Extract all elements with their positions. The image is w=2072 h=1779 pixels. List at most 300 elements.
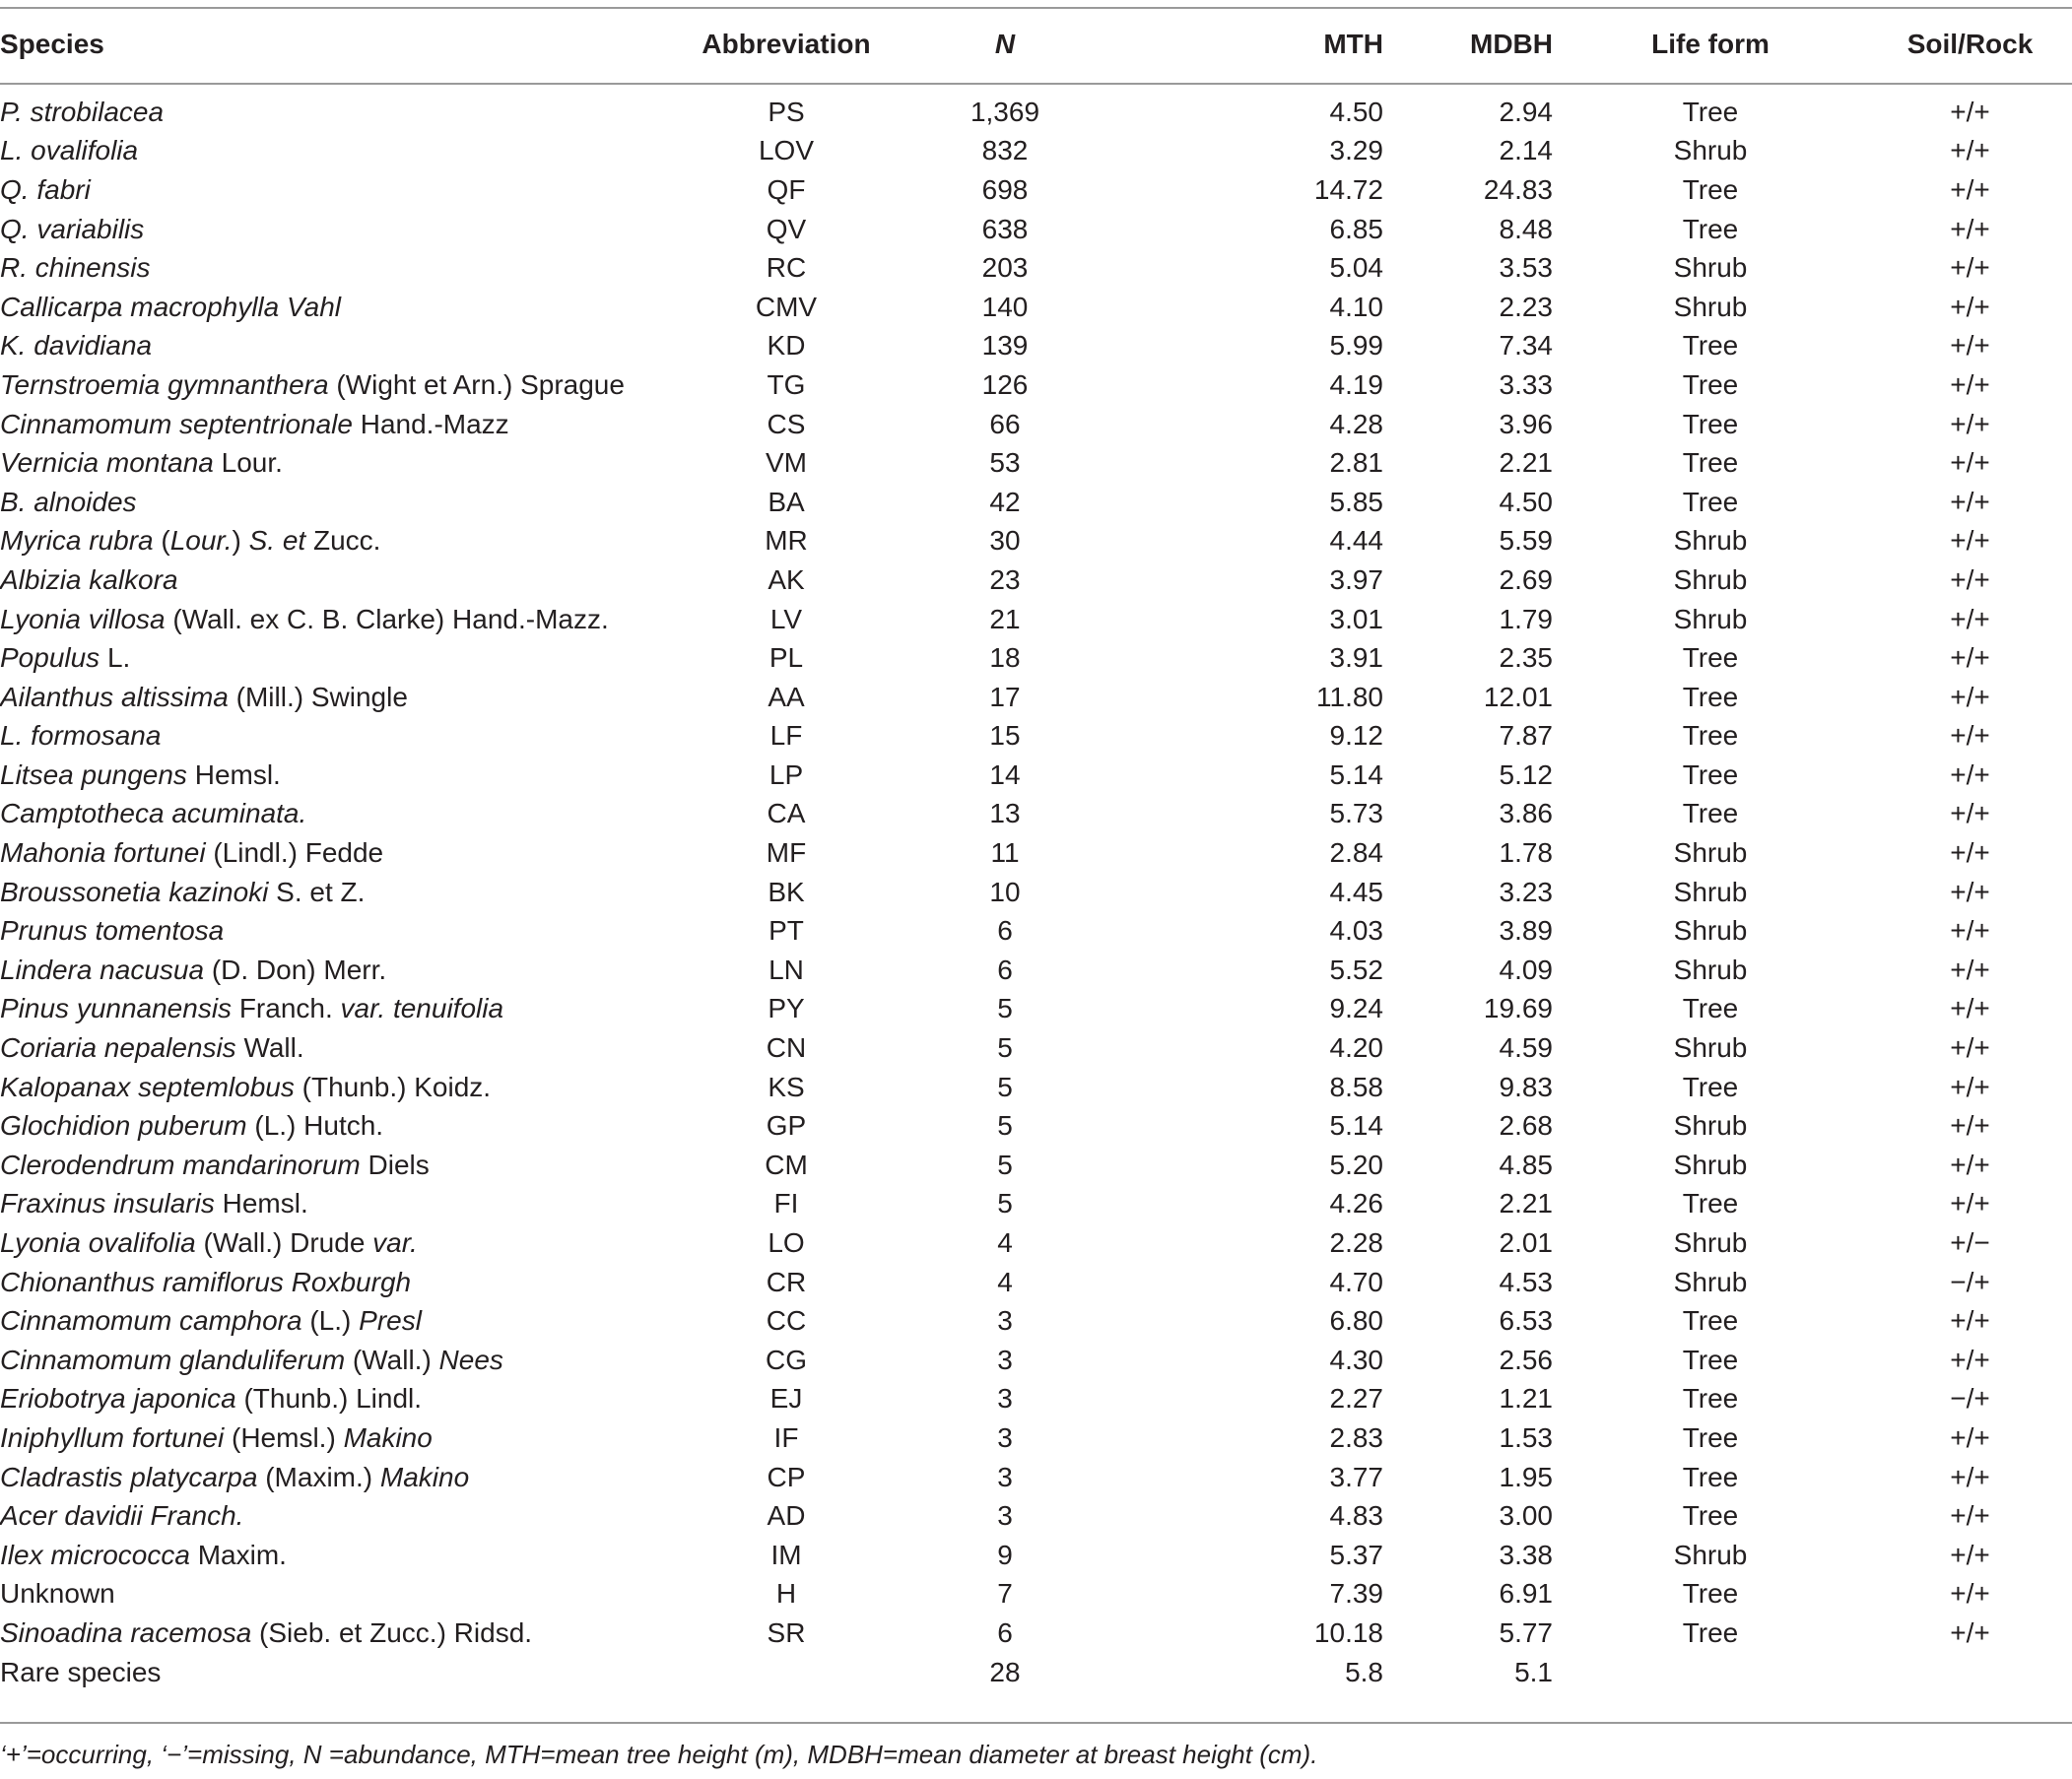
cell-soil-rock: +/+ — [1950, 135, 1990, 166]
cell-abbreviation: CP — [767, 1461, 806, 1492]
cell-abbreviation: AK — [768, 563, 805, 595]
species-name-part: (L.) Hutch. — [246, 1110, 384, 1142]
species-name-part: Albizia kalkora — [0, 563, 178, 595]
cell-mth: 4.45 — [1329, 876, 1383, 907]
cell-species — [0, 600, 631, 639]
cell-mth: 2.81 — [1329, 447, 1383, 479]
cell-n: 5 — [997, 1149, 1013, 1180]
cell-abbreviation: QV — [766, 213, 807, 244]
species-name-part: Ilex micrococca — [0, 1539, 190, 1570]
cell-species — [0, 1380, 631, 1419]
cell-life-form: Shrub — [1673, 525, 1748, 557]
cell-mdbh: 3.96 — [1499, 408, 1553, 439]
cell-life-form: Shrub — [1673, 1149, 1748, 1180]
species-name-part: Q. variabilis — [0, 213, 145, 244]
cell-species — [0, 288, 631, 327]
species-name-part: ( — [153, 525, 170, 557]
species-name-part: Eriobotrya japonica — [0, 1383, 236, 1415]
cell-species — [0, 951, 631, 990]
cell-mdbh: 1.95 — [1499, 1461, 1553, 1492]
cell-life-form: Tree — [1682, 486, 1739, 517]
cell-abbreviation: LN — [769, 954, 804, 985]
cell-species — [0, 327, 631, 366]
cell-life-form: Tree — [1682, 173, 1739, 205]
species-table — [0, 18, 2072, 1691]
table-body — [0, 93, 2072, 1691]
table-row — [0, 1028, 2072, 1068]
table-row — [0, 248, 2072, 288]
cell-n: 4 — [997, 1227, 1013, 1259]
species-name-part: Fraxinus insularis — [0, 1188, 215, 1219]
species-name-part: (Wall.) — [345, 1344, 439, 1375]
cell-n: 66 — [989, 408, 1021, 439]
table-row — [0, 327, 2072, 366]
cell-species — [0, 638, 631, 678]
cell-life-form: Tree — [1682, 1578, 1739, 1610]
cell-abbreviation: AD — [767, 1500, 806, 1532]
table-row — [0, 951, 2072, 990]
cell-soil-rock: +/+ — [1950, 96, 1990, 127]
table-row — [0, 443, 2072, 483]
species-name-part: (D. Don) Merr. — [204, 954, 387, 985]
cell-n: 3 — [997, 1461, 1013, 1492]
cell-abbreviation: CS — [767, 408, 806, 439]
species-name-part: Populus — [0, 642, 100, 674]
cell-mth: 2.27 — [1329, 1383, 1383, 1415]
cell-species — [0, 1341, 631, 1380]
species-name-part: Sinoadina racemosa — [0, 1616, 252, 1648]
cell-species — [0, 483, 631, 522]
cell-life-form: Tree — [1682, 96, 1739, 127]
cell-mth: 10.18 — [1313, 1616, 1383, 1648]
cell-species — [0, 1496, 631, 1536]
cell-soil-rock: +/+ — [1950, 720, 1990, 752]
cell-mth: 4.50 — [1329, 96, 1383, 127]
cell-soil-rock: +/+ — [1950, 876, 1990, 907]
cell-n: 17 — [989, 681, 1021, 712]
cell-abbreviation: FI — [773, 1188, 799, 1219]
cell-life-form: Tree — [1682, 1344, 1739, 1375]
species-name-part: Acer davidii Franch. — [0, 1500, 244, 1532]
species-name-part: Presl — [359, 1305, 422, 1337]
cell-mth: 4.70 — [1329, 1266, 1383, 1297]
cell-soil-rock: +/+ — [1950, 642, 1990, 674]
species-name-part: Hemsl. — [214, 1188, 308, 1219]
cell-mth: 5.73 — [1329, 798, 1383, 829]
table-row — [0, 1068, 2072, 1107]
cell-mdbh: 4.85 — [1499, 1149, 1553, 1180]
cell-mdbh: 4.59 — [1499, 1032, 1553, 1064]
cell-soil-rock: +/+ — [1950, 915, 1990, 947]
cell-n: 53 — [989, 447, 1021, 479]
species-name-part: (L.) — [301, 1305, 360, 1337]
cell-mdbh: 3.00 — [1499, 1500, 1553, 1532]
cell-abbreviation: EJ — [769, 1383, 803, 1415]
cell-soil-rock — [1868, 1653, 2072, 1692]
species-name-part: Wall. — [235, 1032, 304, 1064]
cell-life-form: Tree — [1682, 642, 1739, 674]
species-name-part: L. — [100, 642, 131, 674]
cell-abbreviation: IF — [773, 1421, 799, 1453]
cell-mdbh: 7.34 — [1499, 330, 1553, 362]
cell-life-form: Shrub — [1673, 135, 1748, 166]
species-name-part: Hemsl. — [186, 758, 281, 790]
table-row — [0, 1185, 2072, 1224]
cell-mdbh: 1.53 — [1499, 1421, 1553, 1453]
cell-abbreviation: BK — [768, 876, 805, 907]
cell-mdbh: 3.33 — [1499, 368, 1553, 400]
cell-soil-rock: +/+ — [1950, 1110, 1990, 1142]
cell-species — [0, 1458, 631, 1497]
cell-species — [0, 1536, 631, 1575]
cell-n: 5 — [997, 1071, 1013, 1102]
cell-mdbh: 3.53 — [1499, 252, 1553, 284]
table-row — [0, 1301, 2072, 1341]
cell-soil-rock: +/+ — [1950, 1461, 1990, 1492]
species-name-part: Ailanthus altissima — [0, 681, 229, 712]
table-row — [0, 93, 2072, 132]
cell-n: 21 — [989, 603, 1021, 634]
cell-mth: 5.85 — [1329, 486, 1383, 517]
cell-abbreviation: LO — [768, 1227, 805, 1259]
cell-mdbh: 5.12 — [1499, 758, 1553, 790]
cell-species — [0, 443, 631, 483]
table-row — [0, 873, 2072, 912]
cell-species — [0, 756, 631, 795]
cell-mth: 9.24 — [1329, 993, 1383, 1024]
species-name-part: Lindera nacusua — [0, 954, 205, 985]
cell-soil-rock: +/+ — [1950, 1071, 1990, 1102]
cell-abbreviation: GP — [766, 1110, 807, 1142]
cell-life-form: Shrub — [1673, 837, 1748, 869]
cell-mdbh: 24.83 — [1483, 173, 1553, 205]
species-name-part: (Maxim.) — [257, 1461, 380, 1492]
header-mdbh: MDBH — [1470, 29, 1553, 59]
table-row — [0, 678, 2072, 717]
species-name-part: Lyonia villosa — [0, 603, 166, 634]
cell-mdbh: 5.1 — [1514, 1656, 1553, 1687]
species-name-part: var. — [372, 1227, 418, 1259]
cell-mdbh: 1.78 — [1499, 837, 1553, 869]
cell-n: 9 — [997, 1539, 1013, 1570]
cell-mdbh: 1.21 — [1499, 1383, 1553, 1415]
cell-mth: 6.80 — [1329, 1305, 1383, 1337]
cell-soil-rock: +/+ — [1950, 798, 1990, 829]
species-name-part: S. et Z. — [268, 876, 366, 907]
cell-soil-rock: +/+ — [1950, 447, 1990, 479]
cell-life-form: Shrub — [1673, 252, 1748, 284]
cell-soil-rock: +/+ — [1950, 368, 1990, 400]
cell-species — [0, 678, 631, 717]
cell-abbreviation: SR — [767, 1616, 806, 1648]
cell-soil-rock: +/+ — [1950, 213, 1990, 244]
cell-life-form: Shrub — [1673, 1227, 1748, 1259]
cell-mth: 2.28 — [1329, 1227, 1383, 1259]
cell-mdbh: 2.14 — [1499, 135, 1553, 166]
table-row — [0, 1223, 2072, 1263]
cell-species — [0, 795, 631, 834]
cell-abbreviation: CC — [766, 1305, 807, 1337]
cell-mth: 8.58 — [1329, 1071, 1383, 1102]
species-name-part: (Mill.) Swingle — [228, 681, 408, 712]
cell-life-form: Tree — [1682, 1616, 1739, 1648]
header-mth: MTH — [1323, 29, 1383, 59]
species-name-part: (Wall.) Drude — [195, 1227, 373, 1259]
cell-n: 1,369 — [969, 96, 1040, 127]
cell-species — [0, 1028, 631, 1068]
species-name-part: Rare species — [0, 1656, 162, 1687]
cell-n: 832 — [981, 135, 1029, 166]
cell-mdbh: 2.69 — [1499, 563, 1553, 595]
cell-life-form: Tree — [1682, 330, 1739, 362]
cell-mdbh: 4.09 — [1499, 954, 1553, 985]
cell-mth: 4.19 — [1329, 368, 1383, 400]
cell-abbreviation: RC — [766, 252, 807, 284]
cell-n: 10 — [989, 876, 1021, 907]
cell-n: 5 — [997, 1188, 1013, 1219]
cell-species — [0, 132, 631, 171]
species-name-part: Clerodendrum mandarinorum — [0, 1149, 361, 1180]
cell-mdbh: 2.21 — [1499, 447, 1553, 479]
cell-mdbh: 4.53 — [1499, 1266, 1553, 1297]
header-abbreviation: Abbreviation — [702, 29, 871, 59]
table-row — [0, 638, 2072, 678]
cell-mth: 3.91 — [1329, 642, 1383, 674]
cell-species — [0, 1263, 631, 1302]
cell-n: 30 — [989, 525, 1021, 557]
cell-abbreviation: LF — [769, 720, 803, 752]
table-row — [0, 1458, 2072, 1497]
cell-abbreviation: MF — [766, 837, 807, 869]
cell-n: 3 — [997, 1500, 1013, 1532]
cell-abbreviation: BA — [768, 486, 805, 517]
species-name-part: Lour. — [213, 447, 283, 479]
cell-life-form: Shrub — [1673, 1266, 1748, 1297]
species-name-part: Iniphyllum fortunei — [0, 1421, 225, 1453]
species-name-part: Prunus tomentosa — [0, 915, 225, 947]
cell-soil-rock: +/+ — [1950, 1421, 1990, 1453]
cell-abbreviation: LOV — [758, 135, 815, 166]
cell-mth: 3.01 — [1329, 603, 1383, 634]
cell-soil-rock: +/+ — [1950, 1305, 1990, 1337]
species-name-part: P. strobilacea — [0, 96, 165, 127]
table-row — [0, 795, 2072, 834]
cell-life-form: Tree — [1682, 1188, 1739, 1219]
cell-n: 5 — [997, 1110, 1013, 1142]
cell-n: 139 — [981, 330, 1029, 362]
cell-soil-rock: +/+ — [1950, 1188, 1990, 1219]
cell-life-form: Shrub — [1673, 291, 1748, 322]
species-name-part: Litsea pungens — [0, 758, 187, 790]
cell-soil-rock: +/+ — [1950, 1344, 1990, 1375]
species-name-part: Kalopanax septemlobus — [0, 1071, 295, 1102]
cell-mdbh: 9.83 — [1499, 1071, 1553, 1102]
cell-species — [0, 405, 631, 444]
table-header — [0, 18, 2072, 93]
table-row — [0, 756, 2072, 795]
cell-mdbh: 5.59 — [1499, 525, 1553, 557]
cell-abbreviation: IM — [770, 1539, 802, 1570]
cell-mth: 4.10 — [1329, 291, 1383, 322]
table-row — [0, 717, 2072, 757]
cell-abbreviation: PS — [768, 96, 805, 127]
cell-life-form: Tree — [1682, 447, 1739, 479]
species-name-part: Camptotheca acuminata. — [0, 798, 307, 829]
species-name-part: Q. fabri — [0, 173, 91, 205]
species-name-part: Mahonia fortunei — [0, 837, 206, 869]
cell-mth: 5.14 — [1329, 1110, 1383, 1142]
cell-species — [0, 1575, 631, 1614]
cell-mth: 4.20 — [1329, 1032, 1383, 1064]
cell-life-form: Shrub — [1673, 915, 1748, 947]
cell-mdbh: 3.89 — [1499, 915, 1553, 947]
cell-mth: 4.30 — [1329, 1344, 1383, 1375]
cell-abbreviation: PT — [769, 915, 804, 947]
cell-life-form: Tree — [1682, 758, 1739, 790]
table-row — [0, 365, 2072, 405]
cell-species — [0, 990, 631, 1029]
table-row — [0, 1653, 2072, 1692]
species-name-part: Callicarpa macrophylla Vahl — [0, 291, 342, 322]
species-name-part: L. ovalifolia — [0, 135, 139, 166]
cell-life-form: Tree — [1682, 798, 1739, 829]
table-row — [0, 1575, 2072, 1614]
cell-life-form: Tree — [1682, 408, 1739, 439]
cell-life-form: Tree — [1682, 368, 1739, 400]
species-name-part: var. tenuifolia — [340, 993, 504, 1024]
species-name-part: (Hemsl.) — [224, 1421, 344, 1453]
table-row — [0, 833, 2072, 873]
cell-abbreviation: VM — [766, 447, 807, 479]
bottom-rule — [0, 1722, 2072, 1724]
cell-mdbh: 6.53 — [1499, 1305, 1553, 1337]
cell-soil-rock: +/+ — [1950, 330, 1990, 362]
table-row — [0, 170, 2072, 210]
cell-species — [0, 365, 631, 405]
cell-n: 3 — [997, 1383, 1013, 1415]
cell-mth: 5.8 — [1345, 1656, 1383, 1687]
table-row — [0, 560, 2072, 600]
species-name-part: Cinnamomum camphora — [0, 1305, 302, 1337]
cell-abbreviation: CG — [766, 1344, 807, 1375]
table-row — [0, 1263, 2072, 1302]
cell-soil-rock: +/+ — [1950, 486, 1990, 517]
table-row — [0, 288, 2072, 327]
cell-abbreviation: LV — [769, 603, 803, 634]
cell-n: 13 — [989, 798, 1021, 829]
cell-mth: 5.20 — [1329, 1149, 1383, 1180]
cell-n: 3 — [997, 1421, 1013, 1453]
cell-soil-rock: +/+ — [1950, 603, 1990, 634]
cell-n: 5 — [997, 1032, 1013, 1064]
cell-soil-rock: −/+ — [1950, 1383, 1990, 1415]
cell-mth: 4.28 — [1329, 408, 1383, 439]
table-row — [0, 1496, 2072, 1536]
cell-soil-rock: +/+ — [1950, 1616, 1990, 1648]
cell-mth: 4.44 — [1329, 525, 1383, 557]
cell-mth: 14.72 — [1313, 173, 1383, 205]
species-name-part: Pinus yunnanensis — [0, 993, 233, 1024]
cell-species — [0, 717, 631, 757]
cell-mth: 5.52 — [1329, 954, 1383, 985]
table-row — [0, 1380, 2072, 1419]
cell-abbreviation: CM — [765, 1149, 808, 1180]
cell-soil-rock: +/+ — [1950, 837, 1990, 869]
cell-mth: 5.04 — [1329, 252, 1383, 284]
table-row — [0, 132, 2072, 171]
cell-species — [0, 1301, 631, 1341]
cell-soil-rock: +/+ — [1950, 1032, 1990, 1064]
top-rule — [0, 7, 2072, 9]
cell-mth: 9.12 — [1329, 720, 1383, 752]
cell-n: 698 — [981, 173, 1029, 205]
table-row — [0, 1614, 2072, 1653]
species-name-part: B. alnoides — [0, 486, 137, 517]
cell-abbreviation: CR — [766, 1266, 807, 1297]
cell-species — [0, 1653, 631, 1692]
cell-soil-rock: +/+ — [1950, 563, 1990, 595]
table-footnote: ‘+’=occurring, ‘−’=missing, N =abundance, MTH=mean tree height (m), MDBH=mean diameter at breast height (cm). — [0, 1740, 1318, 1769]
cell-mdbh: 1.79 — [1499, 603, 1553, 634]
cell-species — [0, 248, 631, 288]
cell-n: 42 — [989, 486, 1021, 517]
cell-species — [0, 1068, 631, 1107]
cell-mdbh: 2.94 — [1499, 96, 1553, 127]
cell-abbreviation: LP — [769, 758, 804, 790]
cell-mth: 6.85 — [1329, 213, 1383, 244]
species-name-part: Lyonia ovalifolia — [0, 1227, 196, 1259]
cell-mth: 4.03 — [1329, 915, 1383, 947]
cell-species — [0, 1418, 631, 1458]
cell-life-form: Tree — [1682, 1500, 1739, 1532]
cell-life-form: Tree — [1682, 213, 1739, 244]
cell-mdbh: 2.68 — [1499, 1110, 1553, 1142]
cell-soil-rock: +/+ — [1950, 525, 1990, 557]
cell-abbreviation — [631, 1653, 942, 1692]
cell-species — [0, 911, 631, 951]
cell-mth: 4.26 — [1329, 1188, 1383, 1219]
species-name-part: Lour. — [169, 525, 233, 557]
cell-species — [0, 1223, 631, 1263]
cell-n: 3 — [997, 1344, 1013, 1375]
cell-mth: 3.29 — [1329, 135, 1383, 166]
cell-mth: 4.83 — [1329, 1500, 1383, 1532]
cell-life-form: Tree — [1682, 1421, 1739, 1453]
cell-n: 15 — [989, 720, 1021, 752]
species-name-part: Makino — [379, 1461, 470, 1492]
cell-mdbh: 3.38 — [1499, 1539, 1553, 1570]
species-name-part: (Wight et Arn.) Sprague — [328, 368, 625, 400]
cell-n: 23 — [989, 563, 1021, 595]
cell-abbreviation: H — [775, 1578, 797, 1610]
cell-soil-rock: +/+ — [1950, 1500, 1990, 1532]
cell-mdbh: 2.35 — [1499, 642, 1553, 674]
cell-soil-rock: +/+ — [1950, 252, 1990, 284]
species-name-part: Chionanthus ramiflorus Roxburgh — [0, 1266, 412, 1297]
species-name-part: K. davidiana — [0, 330, 153, 362]
table-row — [0, 600, 2072, 639]
species-name-part: Myrica rubra — [0, 525, 154, 557]
cell-abbreviation: CN — [766, 1032, 807, 1064]
species-name-part: Glochidion puberum — [0, 1110, 247, 1142]
cell-mdbh: 3.86 — [1499, 798, 1553, 829]
species-name-part: Cladrastis platycarpa — [0, 1461, 258, 1492]
species-name-part: (Thunb.) Koidz. — [294, 1071, 492, 1102]
cell-species — [0, 1106, 631, 1146]
cell-mdbh: 7.87 — [1499, 720, 1553, 752]
cell-abbreviation: QF — [767, 173, 806, 205]
cell-life-form: Shrub — [1673, 563, 1748, 595]
